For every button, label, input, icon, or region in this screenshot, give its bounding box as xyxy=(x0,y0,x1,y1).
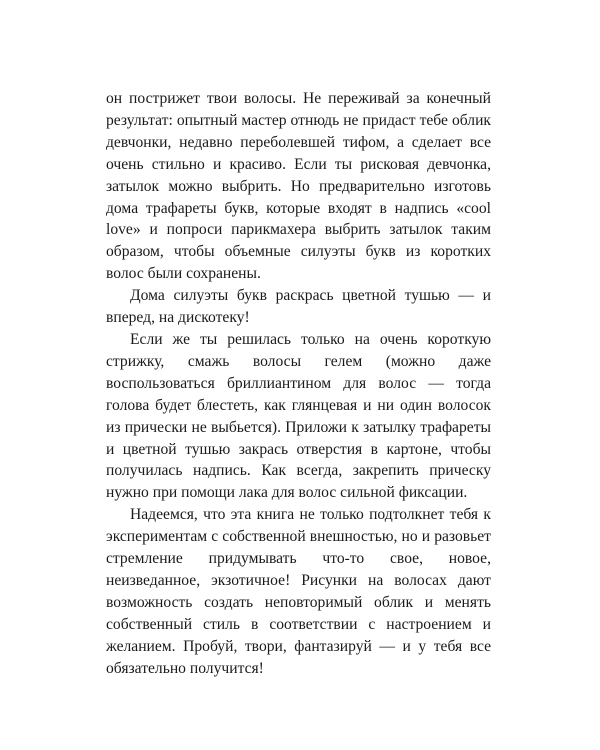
paragraph-short-haircut: Если же ты решилась только на очень короткую стрижку, смажь волосы гелем (можно даже воспользоваться бриллиантином для волос — тогда голова будет блестеть, как глянцевая и ни один волосок из прически не выбьется). Приложи к затылку трафареты и цветной тушью закрась отверстия в картоне, чтобы получилась надпись. Как всегда, закрепить прическу нужно при помощи лака для волос сильной фиксации. xyxy=(106,330,491,502)
paragraph-conclusion: Надеемся, что эта книга не только подтолкнет тебя к экспериментам с собственной внешностью, но и разовьет стремление придумывать что-то свое, новое, неизведанное, экзотичное! Рисунки на волосах дают возможность создать неповторимый облик и менять собственный стиль в соответствии с настроением и желанием. Пробуй, твори, фантазируй — и у тебя все обязательно получится! xyxy=(106,506,491,677)
paragraph-continued: он пострижет твои волосы. Не переживай за конечный результат: опытный мастер отнюдь не придаст тебе облик девчонки, недавно переболевшей тифом, а сделает все очень стильно и красиво. Если ты рисковая девчонка, затылок можно выбрить. Но предварительно изготовь дома трафареты букв, которые входят в надпись «cool love» и попроси парикмахера выбрить затылок таким образом, чтобы объемные силуэты букв из коротких волос были сохранены. xyxy=(106,90,491,283)
page-body-text xyxy=(106,88,491,679)
paragraph-silhouettes: Дома силуэты букв раскрась цветной тушью — и вперед, на дискотеку! xyxy=(106,287,491,327)
